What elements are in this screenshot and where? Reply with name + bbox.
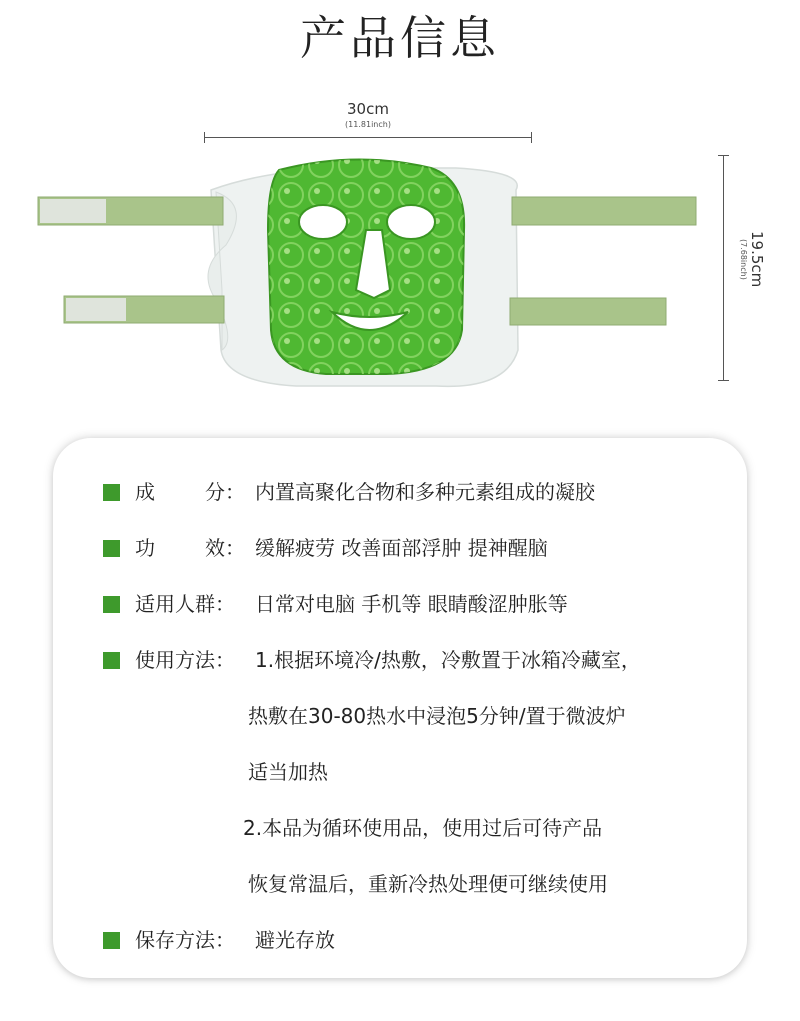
ingredients-label-a: 成	[135, 480, 155, 504]
velcro-bottom-left	[66, 298, 126, 321]
storage-text: 避光存放	[255, 928, 335, 952]
width-dimension-line	[204, 137, 532, 138]
width-dimension	[204, 100, 532, 150]
velcro-top-left	[40, 199, 106, 223]
ingredients-text: 内置高聚化合物和多种元素组成的凝胶	[255, 480, 595, 504]
effect-label-b: 效：	[205, 536, 245, 560]
width-inch: (11.81inch)	[345, 120, 391, 129]
height-dimension	[718, 155, 778, 381]
usage-line-2: 热敷在30-80热水中浸泡5分钟/置于微波炉	[248, 704, 626, 728]
storage-label: 保存方法：	[135, 928, 235, 952]
effect-text: 缓解疲劳 改善面部浮肿 提神醒脑	[255, 536, 548, 560]
height-tick-top	[718, 155, 729, 156]
height-inch: (7.68inch)	[739, 239, 748, 280]
usage-line-1: 1.根据环境冷/热敷，冷敷置于冰箱冷藏室，	[255, 648, 641, 672]
page-title: 产品信息	[300, 11, 500, 65]
usage-line-5: 恢复常温后，重新冷热处理便可继续使用	[248, 872, 608, 896]
eye-hole-right	[387, 205, 435, 239]
width-tick-right	[531, 132, 532, 143]
height-tick-bottom	[718, 380, 729, 381]
audience-text: 日常对电脑 手机等 眼睛酸涩肿胀等	[255, 592, 568, 616]
width-tick-left	[204, 132, 205, 143]
width-value: 30cm	[347, 100, 389, 118]
audience-label: 适用人群：	[135, 592, 235, 616]
strap-top-right	[512, 197, 696, 225]
eye-hole-left	[299, 205, 347, 239]
height-dimension-line	[723, 155, 724, 381]
gel-face-mask-image	[36, 150, 701, 390]
height-value: 19.5cm	[748, 231, 766, 288]
bullet-storage	[103, 932, 120, 949]
bullet-usage	[103, 652, 120, 669]
ingredients-label-b: 分：	[205, 480, 245, 504]
effect-label-a: 功	[135, 536, 155, 560]
usage-label: 使用方法：	[135, 648, 235, 672]
strap-bottom-right	[510, 298, 666, 325]
usage-line-4: 2.本品为循环使用品，使用过后可待产品	[243, 816, 603, 840]
bullet-effect	[103, 540, 120, 557]
bullet-audience	[103, 596, 120, 613]
usage-line-3: 适当加热	[248, 760, 328, 784]
bullet-ingredients	[103, 484, 120, 501]
